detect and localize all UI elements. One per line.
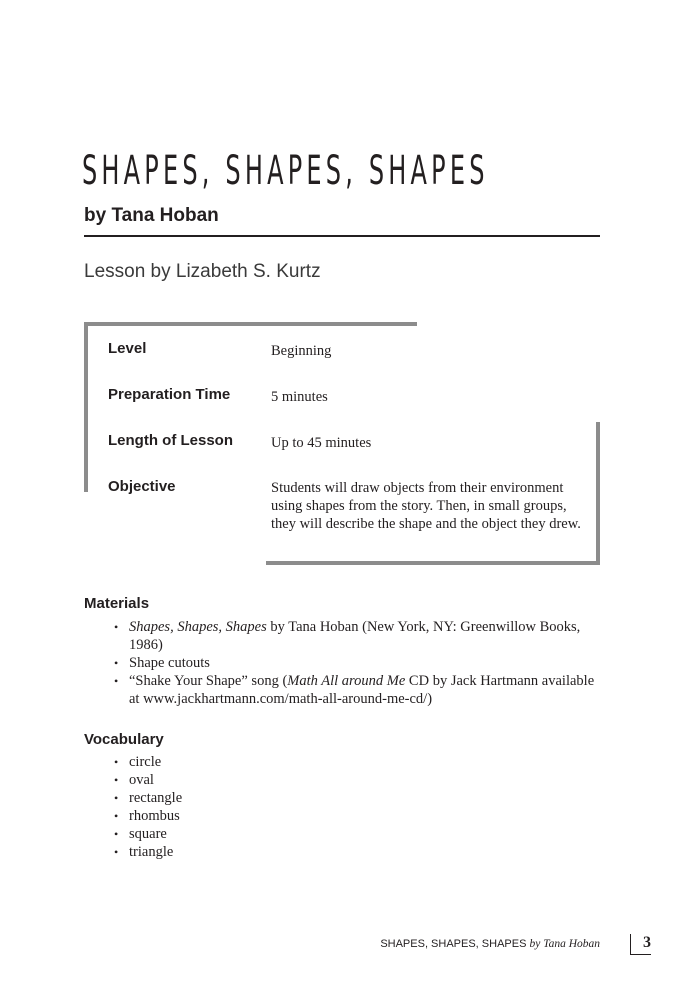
list-item: • “Shake Your Shape” song (Math All around Me CD by Jack Hartmann available at www.jackhartmann.com/math-all-around-me-cd/) — [129, 672, 604, 708]
list-item: • square — [129, 825, 329, 843]
materials-list — [129, 618, 604, 708]
info-box-frame-left — [84, 322, 88, 492]
list-item: • Shape cutouts — [129, 654, 604, 672]
book-title: Shapes, Shapes, Shapes — [129, 619, 267, 635]
vocabulary-list — [129, 753, 329, 861]
list-item: • oval — [129, 771, 329, 789]
list-item: • rhombus — [129, 807, 329, 825]
vocabulary-heading: Vocabulary — [84, 731, 164, 748]
preparation-time-label: Preparation Time — [108, 386, 231, 403]
page-number: 3 — [630, 934, 651, 955]
lesson-credit: Lesson by Lizabeth S. Kurtz — [84, 261, 321, 282]
running-footer — [360, 938, 600, 950]
objective-value: Students will draw objects from their environment using shapes from the story. Then, in small groups, they will describe the shape and the object they drew. — [271, 480, 581, 532]
footer-author: by Tana Hoban — [529, 938, 600, 950]
info-box-frame-right — [596, 422, 600, 564]
info-box-frame-bottom — [266, 561, 600, 565]
list-item: • circle — [129, 753, 329, 771]
list-item: • triangle — [129, 843, 329, 861]
info-box-frame-top — [84, 322, 417, 326]
level-label: Level — [108, 340, 147, 357]
length-of-lesson-value: Up to 45 minutes — [271, 435, 372, 451]
materials-heading: Materials — [84, 595, 150, 612]
title-divider — [84, 235, 600, 237]
preparation-time-value: 5 minutes — [271, 389, 328, 405]
footer-title: SHAPES, SHAPES, SHAPES — [380, 938, 527, 950]
objective-label: Objective — [108, 478, 176, 495]
page-title: SHAPES, SHAPES, SHAPES — [82, 148, 489, 194]
list-item: • Shapes, Shapes, Shapes by Tana Hoban (New York, NY: Greenwillow Books, 1986) — [129, 618, 604, 654]
author-line: by Tana Hoban — [84, 205, 219, 226]
level-value: Beginning — [271, 343, 332, 359]
length-of-lesson-label: Length of Lesson — [108, 432, 233, 449]
list-item: • rectangle — [129, 789, 329, 807]
cd-title: Math All around Me — [287, 673, 406, 689]
